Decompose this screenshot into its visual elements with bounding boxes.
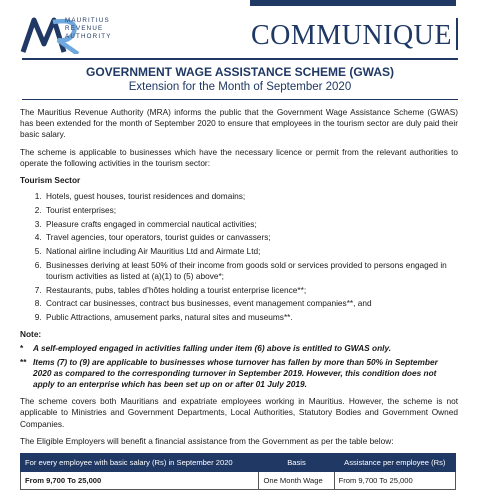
intro-paragraph: The Mauritius Revenue Authority (MRA) informs the public that the Government Wage Assistance Scheme (GWAS) has been extended for the month of September 2020 to ensure that employees in the tourism sector are duly paid their basic salary. xyxy=(20,107,458,140)
communique-banner: COMMUNIQUE xyxy=(251,20,452,51)
table-cell: From 9,700 To 25,000 xyxy=(21,472,259,490)
assistance-table xyxy=(20,453,456,490)
table-header-cell: Assistance per employee (Rs) xyxy=(334,454,455,472)
list-item: 3. Pleasure crafts engaged in commercial nautical activities; xyxy=(44,219,458,230)
note-marker: ** xyxy=(20,356,27,367)
document-title: GOVERNMENT WAGE ASSISTANCE SCHEME (GWAS) xyxy=(85,65,394,79)
table-header-cell: Basis xyxy=(259,454,334,472)
logo-line: MAURITIUS xyxy=(65,17,110,24)
list-item: 1. Hotels, guest houses, tourist residences and domains; xyxy=(44,191,458,202)
banner-divider xyxy=(456,18,458,50)
document-body xyxy=(20,107,458,490)
activity-list xyxy=(20,191,458,323)
section-heading: Tourism Sector xyxy=(20,175,81,186)
top-accent-bar xyxy=(250,0,456,6)
table-cell: From 9,700 To 25,000 xyxy=(334,472,455,490)
list-item: 5. National airline including Air Mauritius Ltd and Airmate Ltd; xyxy=(44,246,458,257)
list-item: 9. Public Attractions, amusement parks, natural sites and museums**. xyxy=(44,312,458,323)
logo-line: AUTHORITY xyxy=(65,33,112,40)
list-item: 2. Tourist enterprises; xyxy=(44,205,458,216)
note-text: Items (7) to (9) are applicable to businesses whose turnover has fallen by more than 50% in September 2020 as compared to the corresponding turnover in September 2019. However, this condition does not apply to an enterprise which has been set up on or after 01 July 2019. xyxy=(33,356,438,390)
logo-line: REVENUE xyxy=(65,25,104,32)
table-intro-paragraph: The Eligible Employers will benefit a financial assistance from the Government as per the table below: xyxy=(20,435,394,446)
note-item xyxy=(20,357,458,391)
note-text: A self-employed engaged in activities falling under item (6) above is entitled to GWAS only. xyxy=(33,343,392,354)
logo-text xyxy=(65,17,112,41)
document-subtitle: Extension for the Month of September 2020 xyxy=(128,81,352,93)
list-item: 4. Travel agencies, tour operators, tourist guides or canvassers; xyxy=(44,232,458,243)
scope-paragraph: The scheme is applicable to businesses which have the necessary licence or permit from the relevant authorities to operate the following activities in the tourism sector: xyxy=(20,146,458,168)
list-item: 7. Restaurants, pubs, tables d’hôtes holding a tourist enterprise licence**; xyxy=(44,285,458,296)
table-header-cell: For every employee with basic salary (Rs) in September 2020 xyxy=(21,454,259,472)
note-item xyxy=(20,343,458,354)
coverage-paragraph: The scheme covers both Mauritians and expatriate employees working in Mauritius. However, the scheme is not applicable to Ministries and Government Departments, Local Authorities, Statutory Bodies and Government Owned Companies. xyxy=(20,396,458,429)
title-rule xyxy=(22,99,458,100)
notes xyxy=(20,343,458,390)
note-heading: Note: xyxy=(20,329,42,340)
header-rule xyxy=(22,58,458,60)
list-item: 6. Businesses deriving at least 50% of their income from goods sold or services provided to persons engaged in tourism activities as listed at (a)(1) to (5) above*; xyxy=(44,260,458,282)
table-header-row xyxy=(21,454,456,472)
table-row xyxy=(21,472,456,490)
list-item: 8. Contract car businesses, contract bus businesses, event management companies**, and xyxy=(44,298,458,309)
note-marker: * xyxy=(20,343,24,354)
table-cell: One Month Wage xyxy=(259,472,334,490)
